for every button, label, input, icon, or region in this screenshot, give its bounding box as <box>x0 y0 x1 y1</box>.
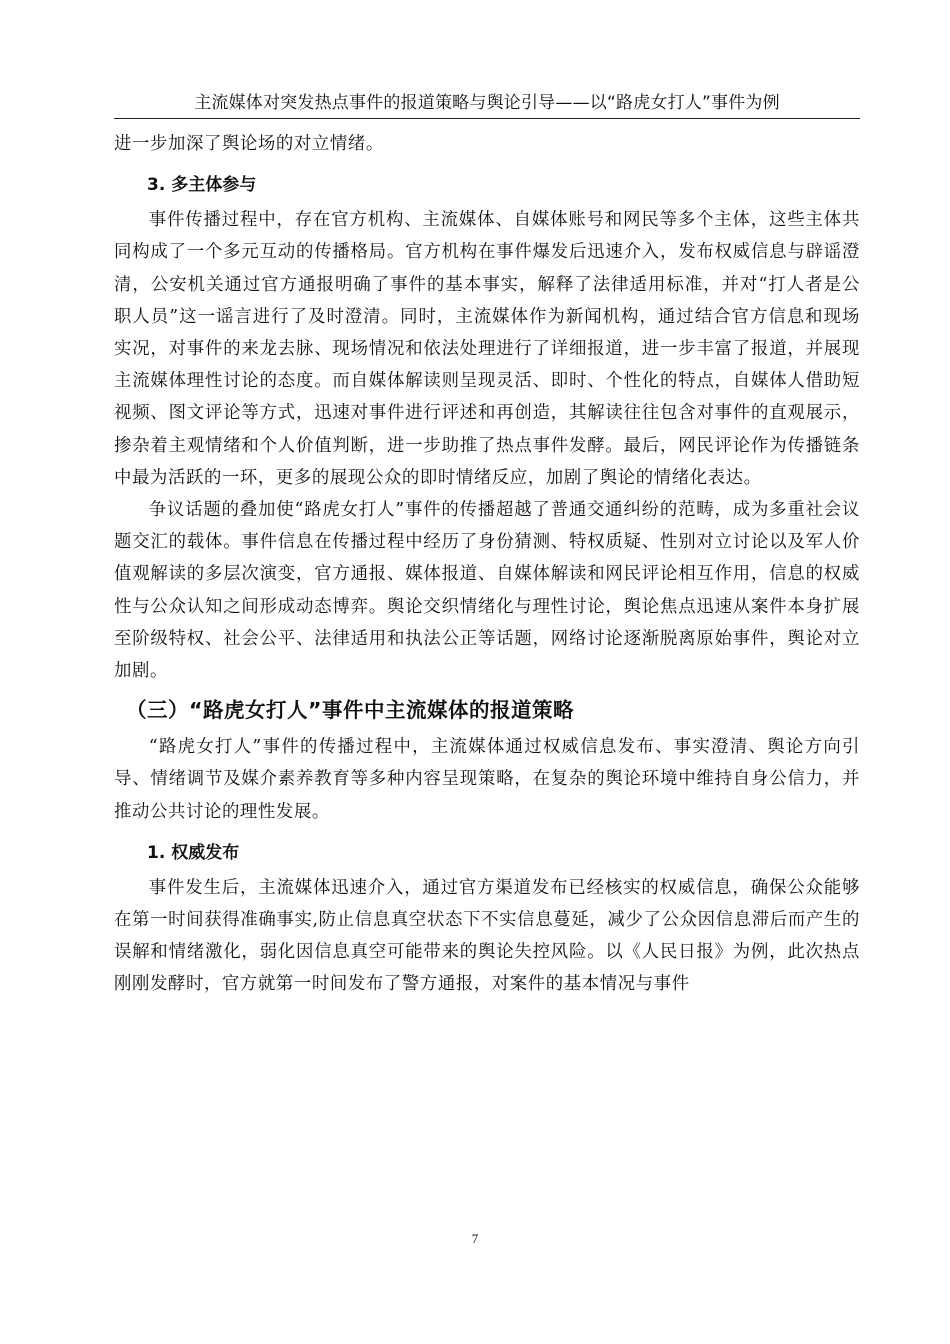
subheading-multi-subject: 3. 多主体参与 <box>147 175 257 196</box>
section-heading-strategy: （三）“路虎女打人”事件中主流媒体的报道策略 <box>126 698 574 723</box>
paragraph-controversy: 争议话题的叠加使“路虎女打人”事件的传播超越了普通交通纠纷的范畴，成为多重社会议题交汇的载体。事件信息在传播过程中经历了身份猜测、特权质疑、性别对立讨论以及军人价值观解读的多层次演变，官方通报、媒体报道、自媒体解读和网民评论相互作用，信息的权威性与公众认知之间形成动态博弈。舆论交织情绪化与理性讨论，舆论焦点迅速从案件本身扩展至阶级特权、社会公平、法律适用和执法公正等话题，网络讨论逐渐脱离原始事件，舆论对立加剧。 <box>114 500 860 682</box>
paragraph-strategy-intro: “路虎女打人”事件的传播过程中，主流媒体通过权威信息发布、事实澄清、舆论方向引导、情绪调节及媒介素养教育等多种内容呈现策略，在复杂的舆论环境中维持自身公信力，并推动公共讨论的理性发展。 <box>114 737 860 822</box>
page-number: 7 <box>471 1231 479 1246</box>
subheading-authoritative-release: 1. 权威发布 <box>147 842 240 863</box>
running-header: 主流媒体对突发热点事件的报道策略与舆论引导——以“路虎女打人”事件为例 <box>114 90 860 119</box>
paragraph-multi-subject: 事件传播过程中，存在官方机构、主流媒体、自媒体账号和网民等多个主体，这些主体共同构成了一个多元互动的传播格局。官方机构在事件爆发后迅速介入，发布权威信息与辟谣澄清，公安机关通过官方通报明确了事件的基本事实，解释了法律适用标准，并对“打人者是公职人员”这一谣言进行了及时澄清。同时，主流媒体作为新闻机构，通过结合官方信息和现场实况，对事件的来龙去脉、现场情况和依法处理进行了详细报道，进一步丰富了报道，并展现主流媒体理性讨论的态度。而自媒体解读则呈现灵活、即时、个性化的特点，自媒体人借助短视频、图文评论等方式，迅速对事件进行评述和再创造，其解读往往包含对事件的直观展示，掺杂着主观情绪和个人价值判断，进一步助推了热点事件发酵。最后，网民评论作为传播链条中最为活跃的一环，更多的展现公众的即时情绪反应，加剧了舆论的情绪化表达。 <box>114 210 860 488</box>
paragraph-authoritative-release: 事件发生后，主流媒体迅速介入，通过官方渠道发布已经核实的权威信息，确保公众能够在第一时间获得准确事实,防止信息真空状态下不实信息蔓延，减少了公众因信息滞后而产生的误解和情绪激化，弱化因信息真空可能带来的舆论失控风险。以《人民日报》为例，此次热点刚刚发酵时，官方就第一时间发布了警方通报，对案件的基本情况与事件 <box>114 877 860 995</box>
page-body <box>114 128 860 1001</box>
paragraph-continuation: 进一步加深了舆论场的对立情绪。 <box>114 134 384 154</box>
